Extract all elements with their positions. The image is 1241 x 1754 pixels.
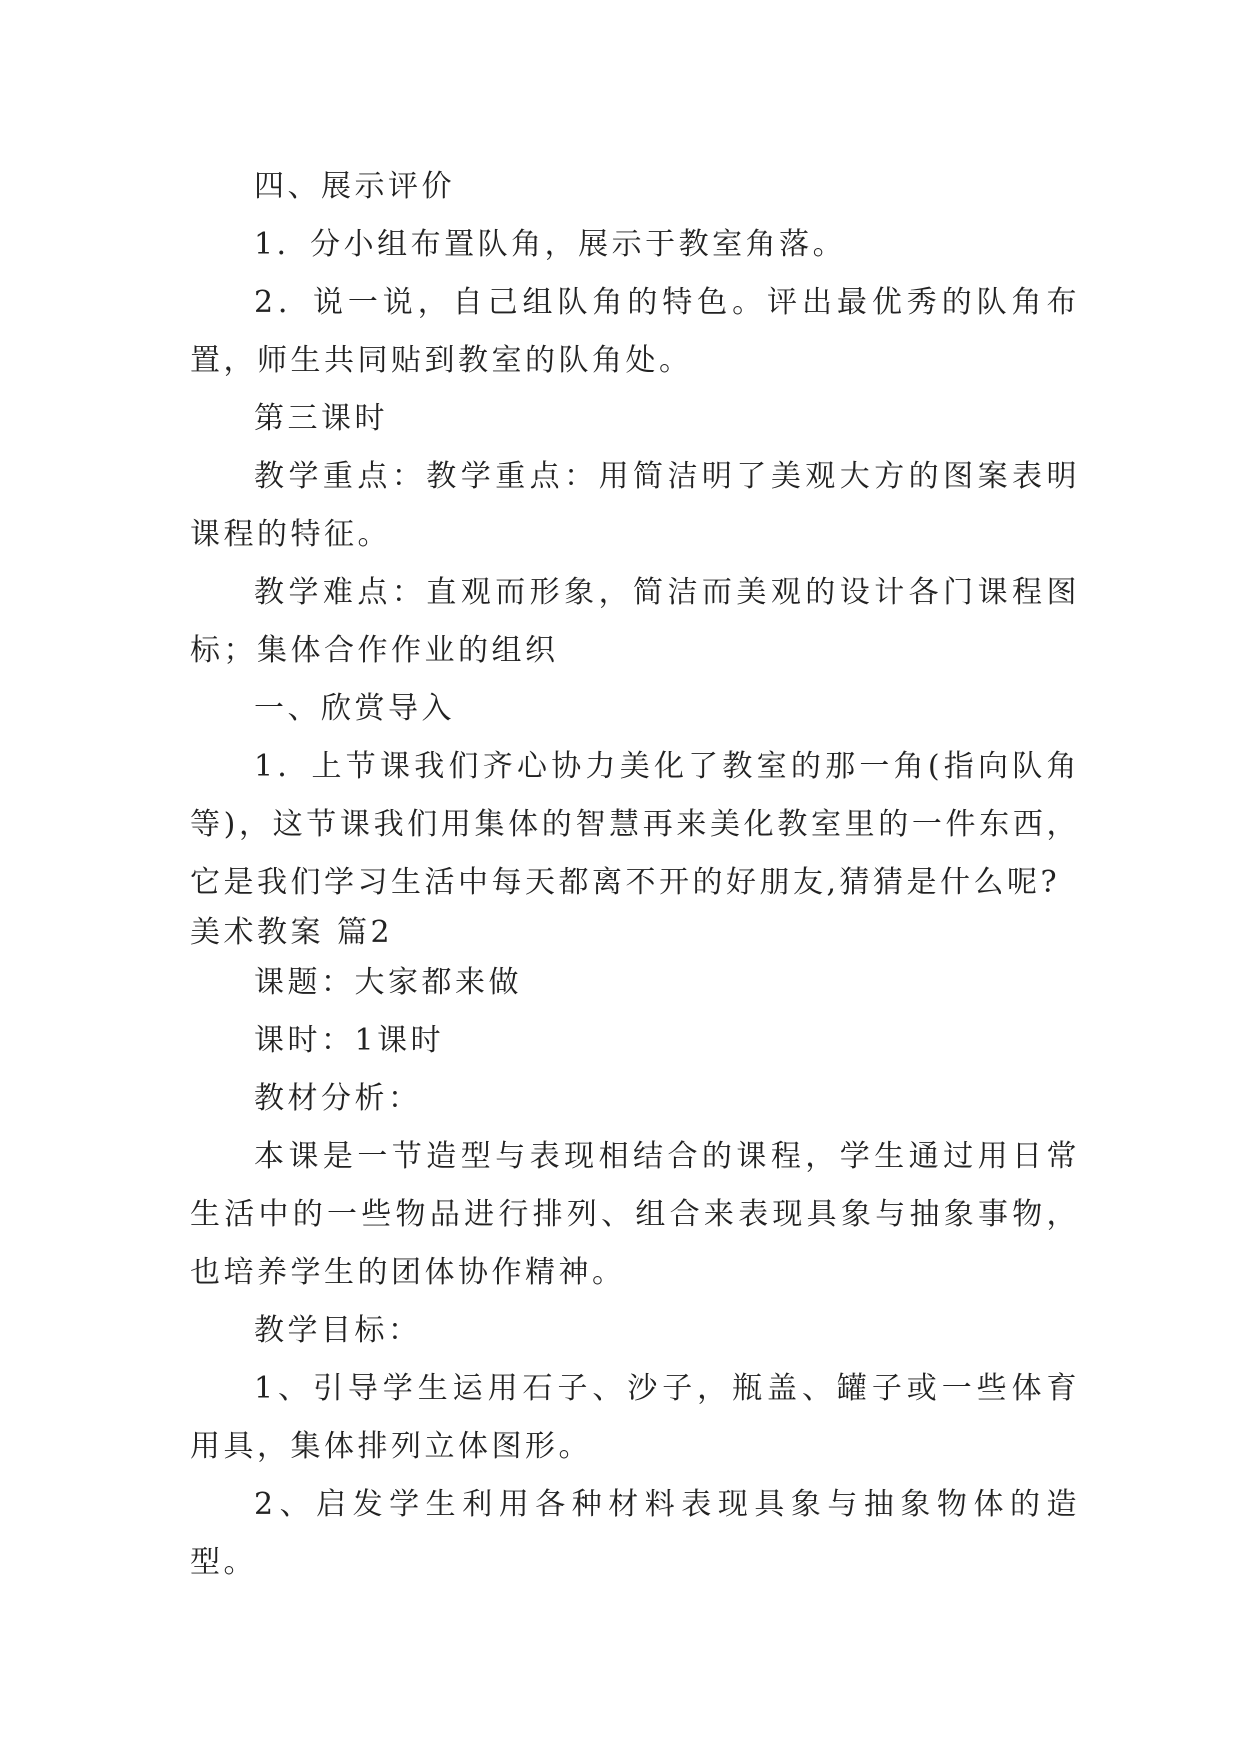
material-analysis-heading: 教材分析： [254,1081,422,1116]
document-body [190,158,1080,1592]
lesson-topic: 课题：大家都来做 [254,965,522,1000]
goal-item: 1、引导学生运用石子、沙子，瓶盖、罐子或一些体育用具，集体排列立体图形。 [190,1371,1080,1464]
teaching-difficulty: 教学难点：直观而形象，简洁而美观的设计各门课程图标；集体合作作业的组织 [190,575,1080,668]
goal-item: 2、启发学生利用各种材料表现具象与抽象物体的造型。 [190,1487,1080,1580]
lesson-heading-third: 第三课时 [254,401,388,436]
article-title: 美术教案 篇2 [190,915,394,950]
teaching-focus: 教学重点：教学重点：用简洁明了美观大方的图案表明课程的特征。 [190,459,1080,552]
lesson-hours: 课时：1课时 [254,1023,445,1058]
section-heading-intro: 一、欣赏导入 [254,691,455,726]
teaching-goals-heading: 教学目标： [254,1313,422,1348]
paragraph: 1．上节课我们齐心协力美化了教室的那一角(指向队角等)，这节课我们用集体的智慧再来美化教室里的一件东西，它是我们学习生活中每天都离不开的好朋友,猜猜是什么呢? [190,749,1080,900]
paragraph: 本课是一节造型与表现相结合的课程，学生通过用日常生活中的一些物品进行排列、组合来表现具象与抽象事物，也培养学生的团体协作精神。 [190,1139,1080,1290]
paragraph: 2．说一说，自己组队角的特色。评出最优秀的队角布置，师生共同贴到教室的队角处。 [190,285,1080,378]
paragraph: 1．分小组布置队角，展示于教室角落。 [254,227,847,262]
section-heading-display-evaluation: 四、展示评价 [254,169,455,204]
